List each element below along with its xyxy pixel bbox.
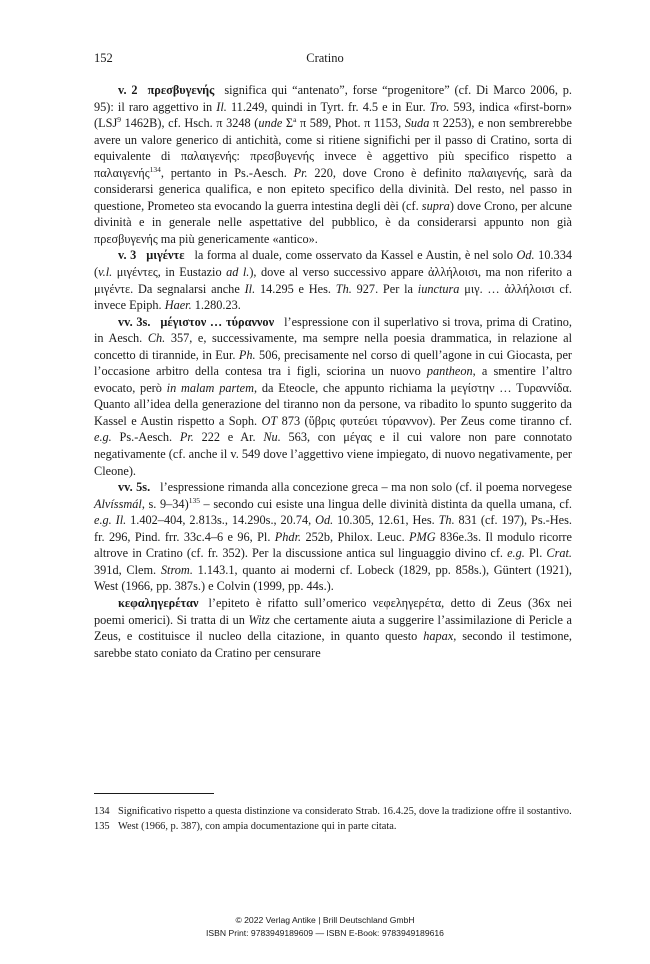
lemma-greek: μέγιστον … τύραννον <box>160 314 275 329</box>
text-segment: , s. 9–34) <box>141 496 189 511</box>
italic-text: ad l. <box>226 265 250 280</box>
italic-text: OT <box>261 413 278 428</box>
superscript: 135 <box>188 495 200 505</box>
superscript: 9 <box>117 115 121 124</box>
text-segment: – secondo cui esiste una lingua delle divinità distinta da quella umana, cf. <box>199 496 572 511</box>
text-segment: 873 (ὕβρις φυτεύει τύραννον). Per Zeus come tiranno cf. <box>277 413 572 428</box>
italic-text: Od. <box>516 248 535 263</box>
lemma-greek: πρεσβυγενής <box>147 83 215 97</box>
italic-text: Nu. <box>263 430 281 445</box>
copyright-line: © 2022 Verlag Antike | Brill Deutschland GmbH <box>235 915 415 925</box>
text-segment: 11.249, quindi in Tyrt. fr. 4.5 e in Eur. <box>226 99 430 114</box>
footnote <box>94 805 572 820</box>
text-segment: ) dove Crono, per alcune divinità e in generale nelle aspettative del pubblico, è da considerarsi appunto non già πρεσβυγενής ma più genericamente «antico». <box>94 198 572 246</box>
text-segment: 1462B), cf. Hsch. π 3248 ( <box>120 116 259 131</box>
italic-text: e.g. <box>94 513 112 528</box>
footnote-number: 134 <box>94 806 110 817</box>
text-segment: 222 e Ar. <box>193 430 264 445</box>
italic-text: Ph. <box>238 347 256 362</box>
lemma-verse: vv. 5s. <box>118 480 151 495</box>
italic-text: Pr. <box>293 165 308 180</box>
footnote-number: 135 <box>94 820 110 832</box>
running-title: Cratino <box>306 51 344 65</box>
italic-text: unde <box>258 116 283 131</box>
text-segment: , a smentire l’altro evocato, però <box>94 364 572 395</box>
italic-text: Il. <box>216 99 227 114</box>
lemma-greek: κεφαληγερέταν <box>118 595 199 610</box>
text-segment: μιγ. … ἀλλήλοισι cf. invece Epiph. <box>94 281 572 313</box>
commentary-paragraph <box>94 314 572 479</box>
commentary-paragraph <box>94 479 572 595</box>
text-segment: 593, indica «first-born» (LSJ <box>94 99 573 131</box>
commentary-paragraph <box>94 595 572 661</box>
text-segment: π 2253), e non sembrerebbe avere un valore generico di antichità, come si ritiene significhi per il passo di Cratino, sorta di equivalente di παλαιγενής: πρεσβυγενής invece è aggettivo più specifico rispetto a παλαιγενής <box>94 116 573 180</box>
lemma-verse: v. 3 <box>118 248 137 263</box>
text-segment: μιγέντες, in Eustazio <box>112 265 227 280</box>
lemma-verse: v. 2 <box>118 83 138 97</box>
isbn-line: ISBN Print: 9783949189609 — ISBN E-Book: 9783949189616 <box>206 927 444 938</box>
italic-text: Haer. <box>164 298 192 313</box>
italic-text: Crat. <box>546 546 573 561</box>
text-segment: π 589, Phot. π 1153, <box>296 116 405 131</box>
text-segment: Ps.-Aesch. <box>111 430 180 445</box>
italic-text: Alvíssmál <box>94 496 142 511</box>
page-footer <box>0 914 650 939</box>
italic-text: Ch. <box>147 331 166 346</box>
italic-text: iunctura <box>417 281 460 296</box>
text-segment: 220, dove Crono è definito παλαιγενής, sarà da considerarsi generica qualifica, e non epiteto specifico della divinità. Del resto, nel passo in questione, Prometeo sta evocando la guerra intestina degli dèi (cf. <box>94 165 572 213</box>
italic-text: PMG <box>409 529 436 544</box>
text-segment: 10.334 ( <box>94 248 572 280</box>
text-segment: Pl. <box>524 546 547 561</box>
commentary-paragraph <box>94 82 572 247</box>
text-segment: la forma al duale, come osservato da Kassel e Austin, è nel solo <box>194 248 517 263</box>
text-segment: 357, e, successivamente, ma sempre nella poesia drammatica, in relazione al concetto di tirannide, in Eur. <box>94 331 573 362</box>
superscript: a <box>293 115 297 124</box>
text-segment: 563, con μέγας e il cui valore non pare connotato negativamente (cf. anche il v. 549 dove l’aggettivo viene impiegato, di nuovo negativamente, per Cleone). <box>94 430 572 478</box>
text-segment: 831 (cf. 197), Ps.-Hes. fr. 296, Pind. frr. 33c.4–6 e 96, Pl. <box>94 513 572 544</box>
text-segment: 10.305, 12.61, Hes. <box>333 513 439 528</box>
italic-text: Od. <box>315 513 334 528</box>
text-segment: l’espressione rimanda alla concezione greca – ma non solo (cf. il poema norvegese <box>160 480 572 495</box>
text-segment: 836e.3s. Il modulo ricorre altrove in Cratino (cf. fr. 352). Per la discussione antica sul linguaggio divino cf. <box>94 529 572 561</box>
commentary-text <box>94 480 572 593</box>
text-segment: 1.402–404, 2.813s., 14.290s., 20.74, <box>126 513 316 528</box>
italic-text: v.l. <box>98 265 113 280</box>
text-segment: , da Eteocle, che appunto richiama la μεγίστην … Τυραννίδα. Quanto all’idea della generazione del tiranno non da persone, va ribadito lo spunto suggerito da Kassel e Austin rispetto a Soph. <box>94 380 572 428</box>
italic-text: Pr. <box>179 430 194 445</box>
footnote-separator <box>94 793 214 794</box>
italic-text: Phdr. <box>274 529 302 544</box>
running-header <box>94 51 556 71</box>
italic-text: pantheon <box>426 364 473 379</box>
text-segment: 391d, Clem. <box>94 562 161 577</box>
lemma-greek: μιγέντε <box>146 248 185 263</box>
lemma-verse: vv. 3s. <box>118 314 151 329</box>
italic-text: Il. <box>115 513 127 528</box>
footnote-text: West (1966, p. 387), con ampia documentazione qui in parte citata. <box>118 820 397 832</box>
text-segment: , pertanto in Ps.-Aesch. <box>160 165 294 180</box>
italic-text: supra <box>421 198 450 213</box>
commentary-text <box>94 83 572 246</box>
italic-text: Th. <box>438 513 455 528</box>
italic-text: e.g. <box>94 430 112 445</box>
italic-text: e.g. <box>507 546 525 561</box>
italic-text: Suda <box>404 116 430 131</box>
text-segment: 252b, Philox. Leuc. <box>301 529 410 544</box>
text-segment: l’espressione con il superlativo si trova, prima di Cratino, in Aesch. <box>94 314 572 346</box>
italic-text: in malam partem <box>166 380 255 395</box>
text-segment: significa qui “antenato”, forse “progenitore” (cf. Di Marco 2006, p. 95): il raro aggettivo in <box>94 83 572 114</box>
commentary-paragraph <box>94 247 572 313</box>
italic-text: Th. <box>335 281 352 296</box>
superscript: 134 <box>149 164 161 174</box>
footnote <box>94 820 572 835</box>
text-segment: , secondo il testimone, sarebbe stato coniato da Cratino per censurare <box>94 629 573 660</box>
text-segment: 1.143.1, quanto ai moderni cf. Lobeck (1829, pp. 858s.), Güntert (1921), West (1966, pp. 387s.) e Colvin (1999, pp. 44s.). <box>94 562 572 594</box>
text-segment: 927. Per la <box>351 281 418 296</box>
text-segment: ), dove al verso successivo appare ἀλλήλοισι, ma non riferito a μιγέντε. Da segnalarsi anche <box>94 265 572 296</box>
italic-text: Tro. <box>429 99 450 114</box>
commentary-text <box>94 315 572 478</box>
text-segment: l’epiteto è rifatto sull’omerico νεφεληγερέτα, detto di Zeus (36x nei poemi omerici). Si tratta di un <box>94 595 572 627</box>
footnotes <box>94 805 572 834</box>
text-segment: 14.295 e Hes. <box>255 281 336 296</box>
italic-text: Strom. <box>160 562 193 577</box>
commentary-body <box>94 82 572 661</box>
footnote-text: Significativo rispetto a questa distinzione va considerato Strab. 16.4.25, dove la tradizione offre il sostantivo. <box>118 806 572 817</box>
page-number: 152 <box>94 51 113 65</box>
italic-text: Witz <box>248 612 270 627</box>
italic-text: Il. <box>244 281 256 296</box>
text-segment: 1.280.23. <box>191 298 241 313</box>
text-segment: Σ <box>282 116 294 131</box>
text-segment: che certamente aiuta a suggerire l’assimilazione di Pericle a Zeus, e costituisce il nucleo della citazione, in quanto questo <box>94 612 572 644</box>
text-segment: 506, precisamente nel corso di quell’agone in cui Giocasta, per l’occasione arbitro della contesa tra i figli, sciorina un nuovo <box>94 347 572 379</box>
italic-text: hapax <box>423 629 454 644</box>
